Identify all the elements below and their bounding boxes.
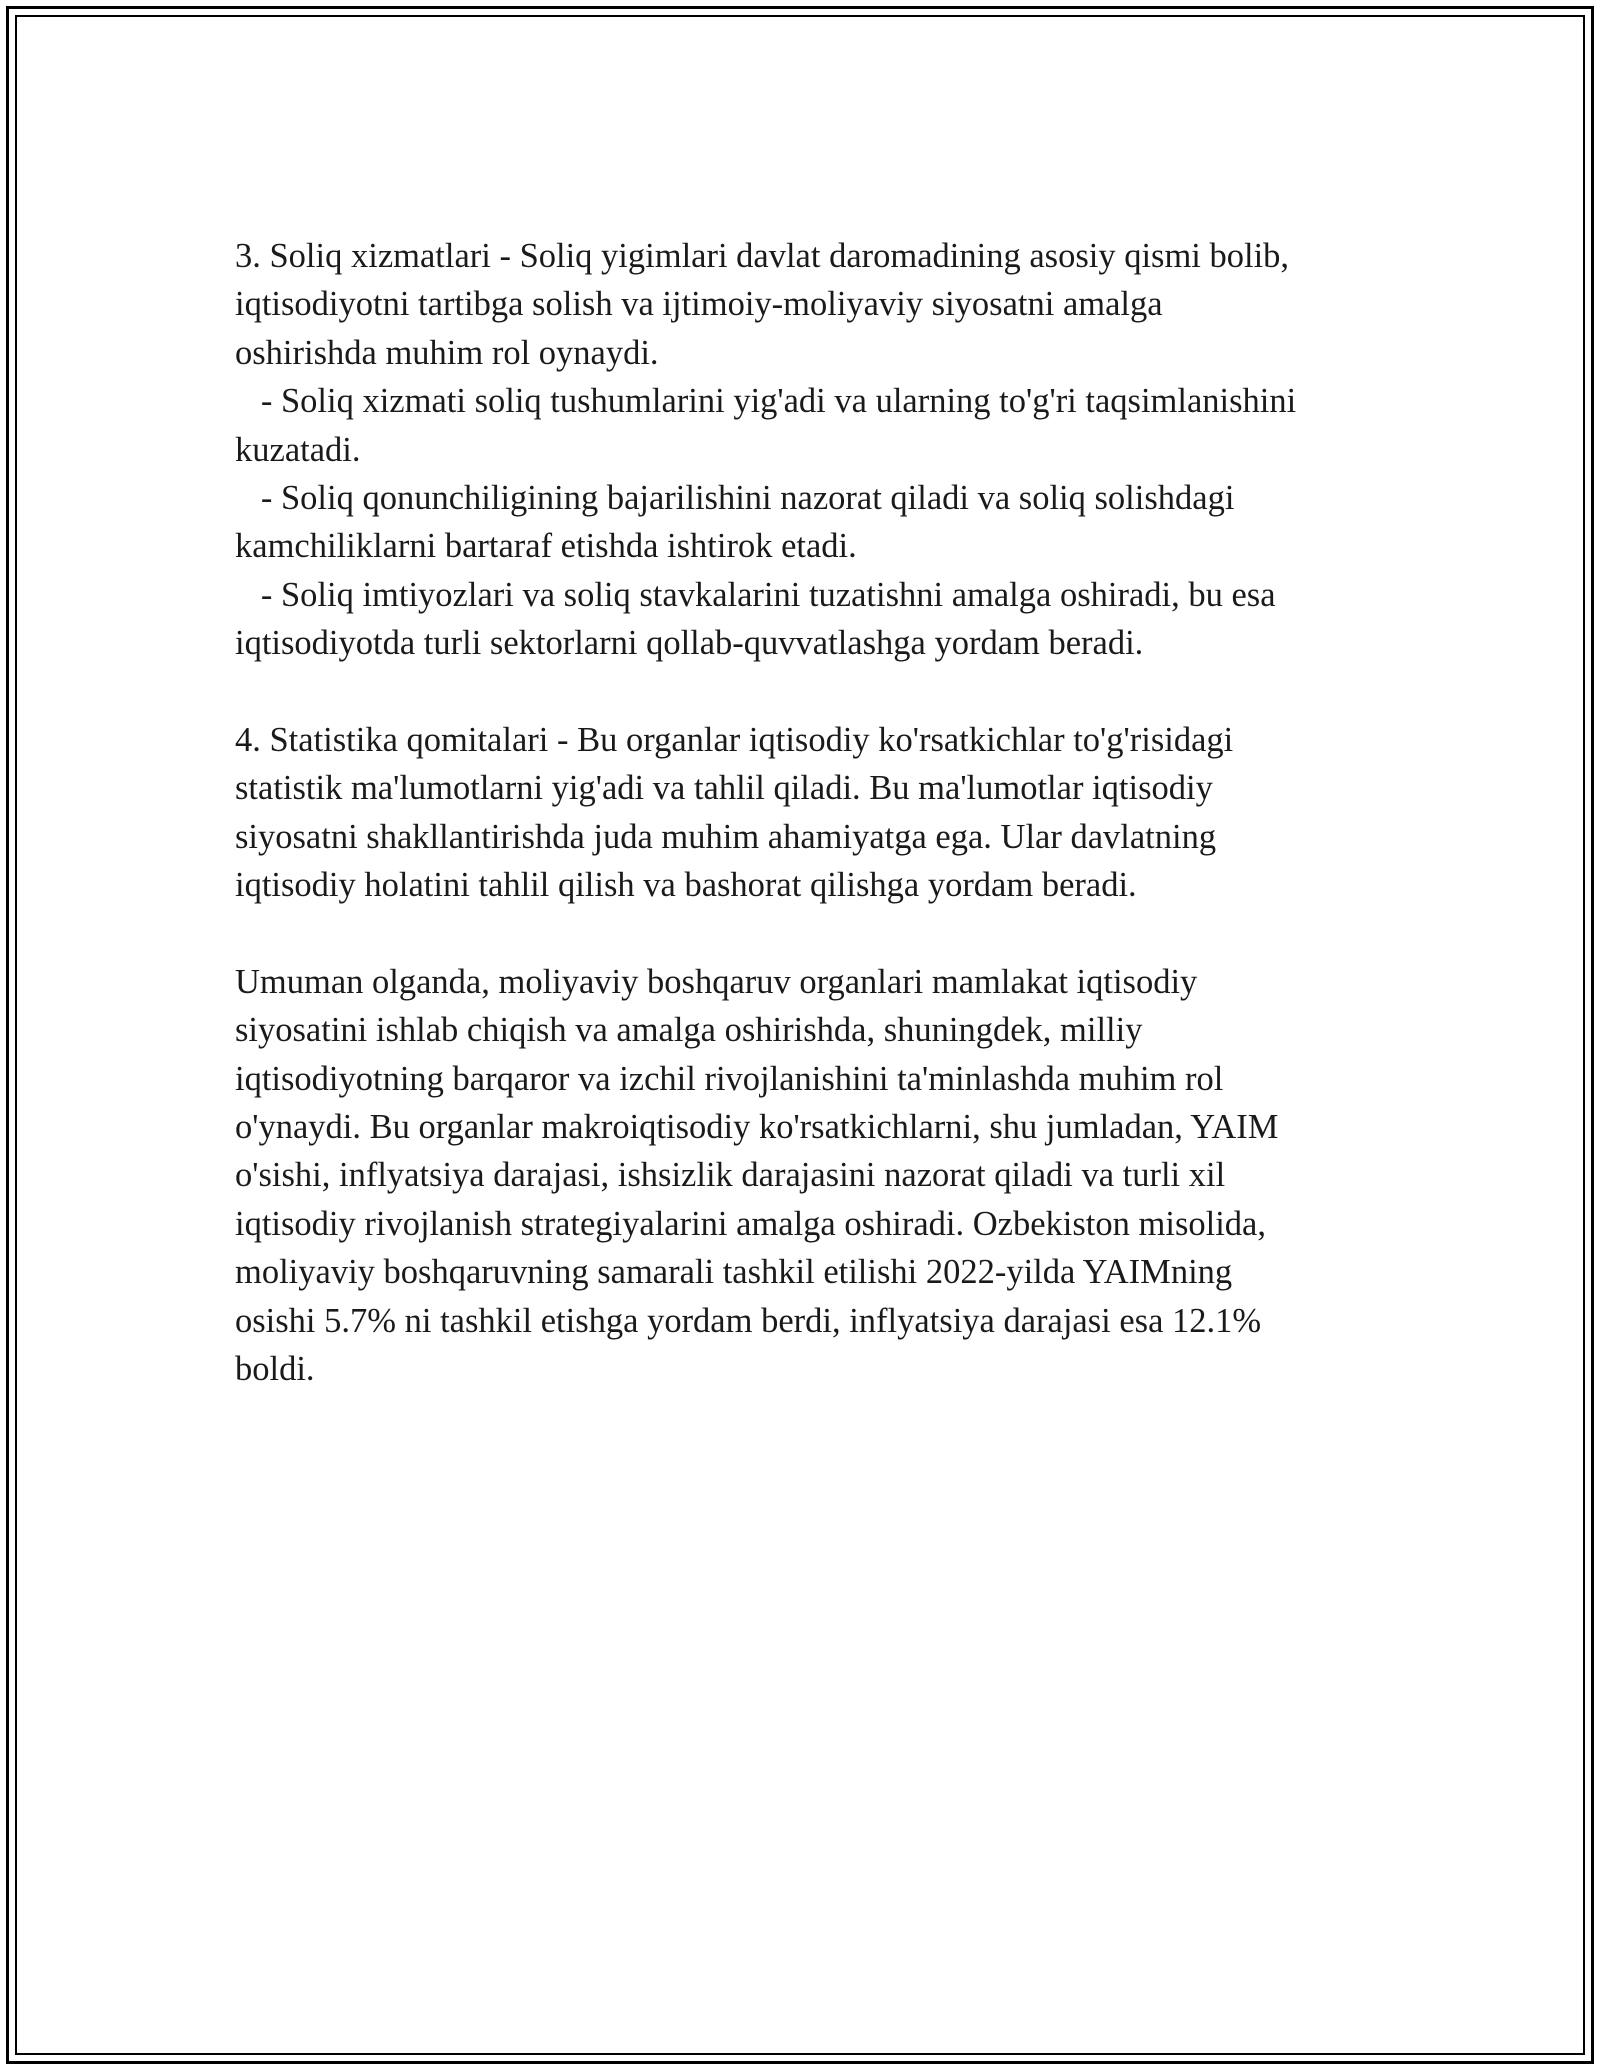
text-line: - Soliq imtiyozlari va soliq stavkalarini tuzatishni amalga oshiradi, bu esa (235, 575, 1276, 614)
text-line: siyosatni shakllantirishda juda muhim ahamiyatga ega. Ular davlatning (235, 817, 1217, 856)
text-line: kuzatadi. (235, 430, 361, 469)
text-line: Umuman olganda, moliyaviy boshqaruv organlari mamlakat iqtisodiy (235, 962, 1198, 1001)
document-body (235, 232, 1385, 1393)
paragraph-gap (235, 909, 1385, 957)
text-line: moliyaviy boshqaruvning samarali tashkil etilishi 2022-yilda YAIMning (235, 1253, 1233, 1292)
text-line: iqtisodiyotni tartibga solish va ijtimoiy-moliyaviy siyosatni amalga (235, 285, 1163, 324)
paragraph-gap (235, 668, 1385, 716)
text-line: iqtisodiyotning barqaror va izchil rivojlanishini ta'minlashda muhim rol (235, 1059, 1224, 1098)
text-line: oshirishda muhim rol oynaydi. (235, 333, 659, 372)
text-line: o'sishi, inflyatsiya darajasi, ishsizlik darajasini nazorat qiladi va turli xil (235, 1156, 1226, 1195)
text-line: osishi 5.7% ni tashkil etishga yordam berdi, inflyatsiya darajasi esa 12.1% (235, 1301, 1262, 1340)
text-line: iqtisodiyotda turli sektorlarni qollab-quvvatlashga yordam beradi. (235, 624, 1144, 663)
text-line: siyosatini ishlab chiqish va amalga oshirishda, shuningdek, milliy (235, 1011, 1143, 1050)
text-line: o'ynaydi. Bu organlar makroiqtisodiy ko'rsatkichlarni, shu jumladan, YAIM (235, 1108, 1279, 1147)
text-line: boldi. (235, 1349, 315, 1388)
section-tax-services (235, 232, 1385, 668)
text-line: statistik ma'lumotlarni yig'adi va tahlil qiladi. Bu ma'lumotlar iqtisodiy (235, 769, 1213, 808)
text-line: 4. Statistika qomitalari - Bu organlar iqtisodiy ko'rsatkichlar to'g'risidagi (235, 720, 1234, 759)
text-line: 3. Soliq xizmatlari - Soliq yigimlari davlat daromadining asosiy qismi bolib, (235, 237, 1290, 275)
text-line: iqtisodiy rivojlanish strategiyalarini amalga oshiradi. Ozbekiston misolida, (235, 1204, 1266, 1243)
section-statistics-committees (235, 716, 1385, 910)
text-line: kamchiliklarni bartaraf etishda ishtirok etadi. (235, 527, 857, 566)
text-line: - Soliq xizmati soliq tushumlarini yig'adi va ularning to'g'ri taqsimlanishini (235, 382, 1297, 421)
section-conclusion (235, 958, 1385, 1394)
text-line: iqtisodiy holatini tahlil qilish va bashorat qilishga yordam beradi. (235, 866, 1137, 905)
text-line: - Soliq qonunchiligining bajarilishini nazorat qiladi va soliq solishdagi (235, 478, 1235, 517)
